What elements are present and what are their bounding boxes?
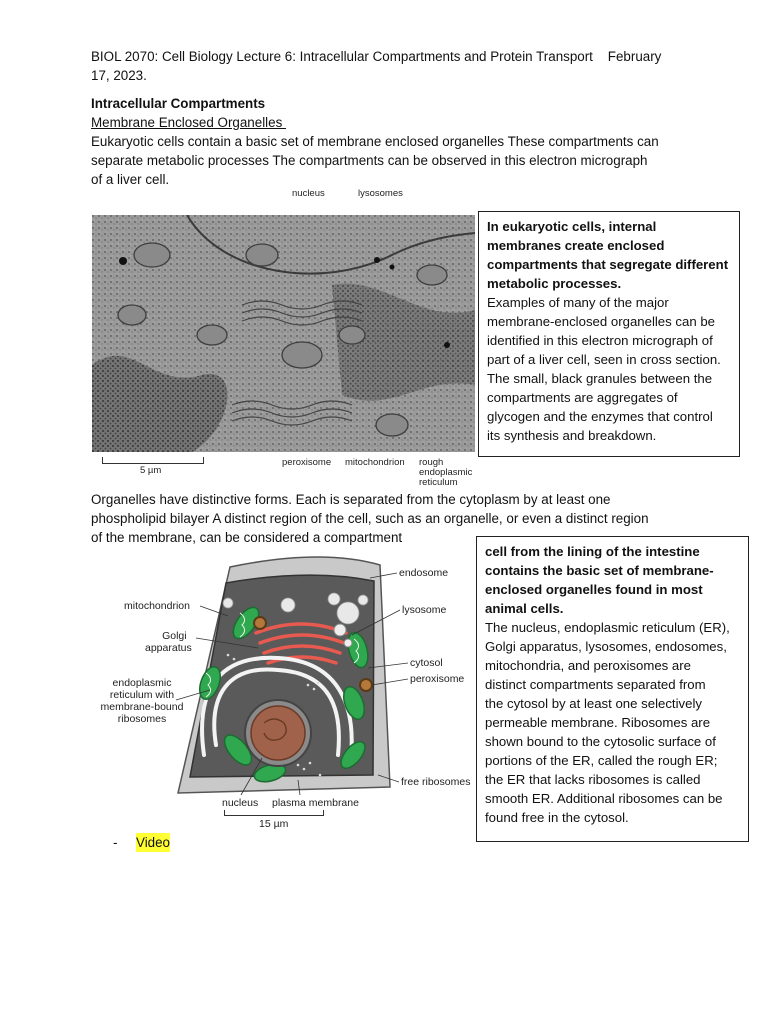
micrograph-label-peroxisome: peroxisome [282,457,332,468]
section-title: Intracellular Compartments [91,96,266,111]
caption-bold-line: animal cells. [485,601,564,616]
caption-bold-line: cell from the lining of the intestine [485,544,700,559]
caption-line: Golgi apparatus, lysosomes, endosomes, [485,639,727,654]
golgi-line: Golgi [162,630,187,642]
caption-line: compartments are aggregates of [487,390,678,405]
caption-line: its synthesis and breakdown. [487,428,657,443]
intro-line: Eukaryotic cells contain a basic set of membrane enclosed organelles These compartments can [91,134,659,149]
caption-line: found free in the cytosol. [485,810,629,825]
caption-line: the ER that lacks ribosomes is called [485,772,701,787]
caption-bold-line: In eukaryotic cells, internal [487,219,657,234]
intro-line: of a liver cell. [91,172,170,187]
diagram-label-endosome: endosome [399,567,449,579]
middle-line: of the membrane, can be considered a compartment [91,530,403,545]
er-line: ribosomes [117,713,167,725]
er-line: endoplasmic [112,677,172,689]
caption-line: Examples of many of the major [487,295,669,310]
micrograph-scale-label: 5 µm [140,465,162,476]
caption-bold-line: membranes create enclosed [487,238,665,253]
diagram-label-nucleus: nucleus [222,797,259,809]
middle-line: phospholipid bilayer A distinct region of the cell, such as an organelle, or even a distinct region [91,511,649,526]
diagram-label-peroxisome: peroxisome [410,673,465,685]
diagram-scale-label: 15 µm [259,818,289,830]
caption-line: permeable membrane. Ribosomes are [485,715,711,730]
caption-line: smooth ER. Additional ribosomes can be [485,791,723,806]
video-link[interactable]: Video [136,835,171,850]
intro-line: separate metabolic processes The compartments can be observed in this electron micrograph [91,153,648,168]
middle-line: Organelles have distinctive forms. Each is separated from the cytoplasm by at least one [91,492,611,507]
rough-er-line: reticulum [419,477,458,488]
micrograph-label-mitochondrion: mitochondrion [345,457,405,468]
caption-line: mitochondria, and peroxisomes are [485,658,691,673]
diagram-label-cytosol: cytosol [410,657,443,669]
caption-line: membrane-enclosed organelles can be [487,314,715,329]
diagram-label-plasma-membrane: plasma membrane [272,797,359,809]
er-line: reticulum with [109,689,175,701]
caption-line: shown bound to the cytosolic surface of [485,734,716,749]
section-subtitle: Membrane Enclosed Organelles [91,115,287,130]
caption-line: distinct compartments separated from [485,677,706,692]
bullet-marker: - [113,835,118,850]
golgi-line: apparatus [145,642,192,654]
caption-bold-line: metabolic processes. [487,276,622,291]
micrograph-label-nucleus: nucleus [292,188,325,199]
micrograph-label-lysosomes: lysosomes [358,188,403,199]
diagram-label-mitochondrion: mitochondrion [124,600,190,612]
caption-line: identified in this electron micrograph of [487,333,713,348]
diagram-label-free-ribosomes: free ribosomes [401,776,471,788]
er-line: membrane-bound [100,701,184,713]
caption-line: The nucleus, endoplasmic reticulum (ER), [485,620,730,635]
diagram-label-lysosome: lysosome [402,604,447,616]
rough-er-line: rough [419,457,444,468]
header-line-1: BIOL 2070: Cell Biology Lecture 6: Intracellular Compartments and Protein Transport February [91,49,662,64]
rough-er-line: endoplasmic [419,467,473,478]
caption-line: glycogen and the enzymes that control [487,409,713,424]
caption-line: the cytosol by at least one selectively [485,696,702,711]
caption-bold-line: enclosed organelles found in most [485,582,703,597]
caption-bold-line: contains the basic set of membrane- [485,563,714,578]
caption-line: The small, black granules between the [487,371,713,386]
caption-line: part of a liver cell, seen in cross section. [487,352,721,367]
caption-bold-line: compartments that segregate different [487,257,729,272]
caption-line: portions of the ER, called the rough ER; [485,753,718,768]
header-line-2: 17, 2023. [91,68,147,83]
diagram-caption-box [476,536,749,842]
